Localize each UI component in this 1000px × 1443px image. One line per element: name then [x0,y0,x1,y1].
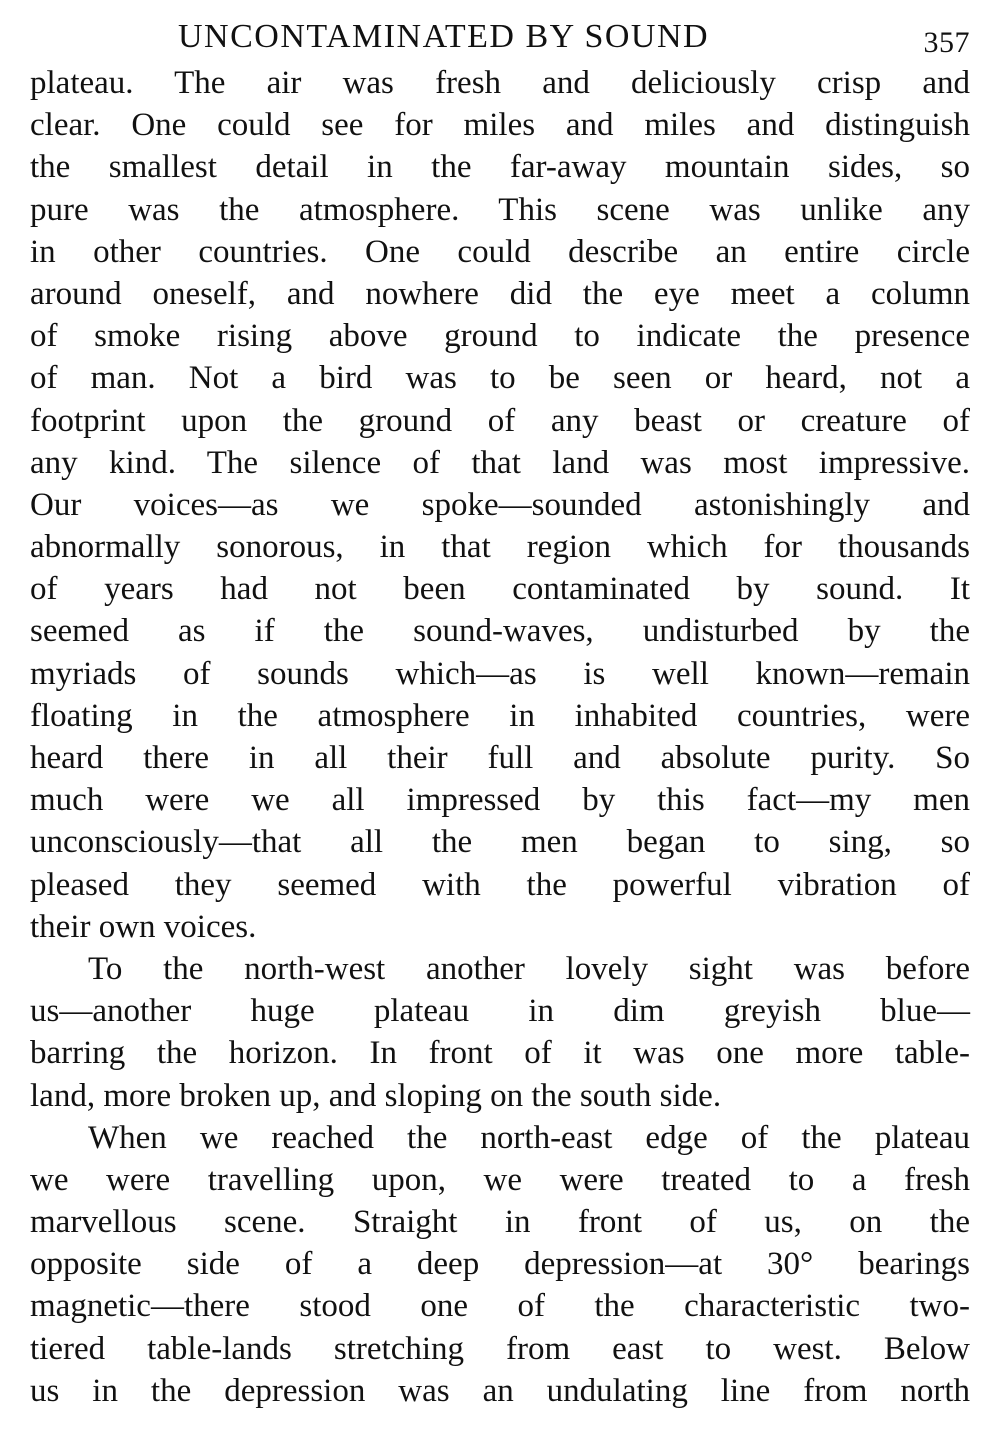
text-line: plateau. The air was fresh and deliciously crisp and [30,65,970,101]
text-line: us in the depression was an undulating line from north [30,1372,970,1409]
page-number: 357 [923,26,970,59]
text-line: of smoke rising above ground to indicate the presence [30,318,970,355]
text-line: seemed as if the sound-waves, undisturbed by the [30,613,970,650]
text-line: in other countries. One could describe an entire circle [30,233,970,270]
text-line: tiered table-lands stretching from east to west. Below [30,1330,970,1367]
text-line: land, more broken up, and sloping on the south side. [30,1077,722,1114]
text-line: barring the horizon. In front of it was one more table- [30,1035,970,1072]
text-line: us—another huge plateau in dim greyish blue— [30,993,970,1030]
text-line: the smallest detail in the far-away mountain sides, so [30,149,970,186]
text-line: their own voices. [30,908,257,945]
text-line: abnormally sonorous, in that region which for thousands [30,529,970,566]
paragraph-3 [30,1117,970,1412]
text-line: we were travelling upon, we were treated to a fresh [30,1161,970,1198]
text-line: much were we all impressed by this fact—my men [30,782,970,819]
page-header [30,14,970,62]
book-page [30,14,970,1412]
text-line: To the north-west another lovely sight was before [88,950,970,987]
text-line: floating in the atmosphere in inhabited countries, were [30,697,970,734]
text-line: around oneself, and nowhere did the eye meet a column [30,275,970,312]
paragraph-2 [30,948,970,1117]
body-text [30,62,970,1412]
text-line: Our voices—as we spoke—sounded astonishingly and [30,486,970,523]
text-line: of man. Not a bird was to be seen or heard, not a [30,360,970,397]
text-line: myriads of sounds which—as is well known—remain [30,655,970,692]
text-line: marvellous scene. Straight in front of us, on the [30,1204,970,1241]
paragraph-1 [30,62,970,948]
running-title: UNCONTAMINATED BY SOUND [178,18,710,55]
text-line: When we reached the north-east edge of the plateau [88,1119,970,1156]
text-line: of years had not been contaminated by sound. It [30,571,970,608]
text-line: pleased they seemed with the powerful vibration of [30,866,970,903]
text-line: pure was the atmosphere. This scene was unlike any [30,191,970,228]
text-line: clear. One could see for miles and miles and distinguish [30,107,970,144]
text-line: heard there in all their full and absolute purity. So [30,740,970,776]
text-line: magnetic—there stood one of the characteristic two- [30,1288,970,1325]
text-line: opposite side of a deep depression—at 30° bearings [30,1246,970,1283]
text-line: unconsciously—that all the men began to sing, so [30,824,970,861]
text-line: footprint upon the ground of any beast or creature of [30,402,970,439]
text-line: any kind. The silence of that land was most impressive. [30,444,970,481]
